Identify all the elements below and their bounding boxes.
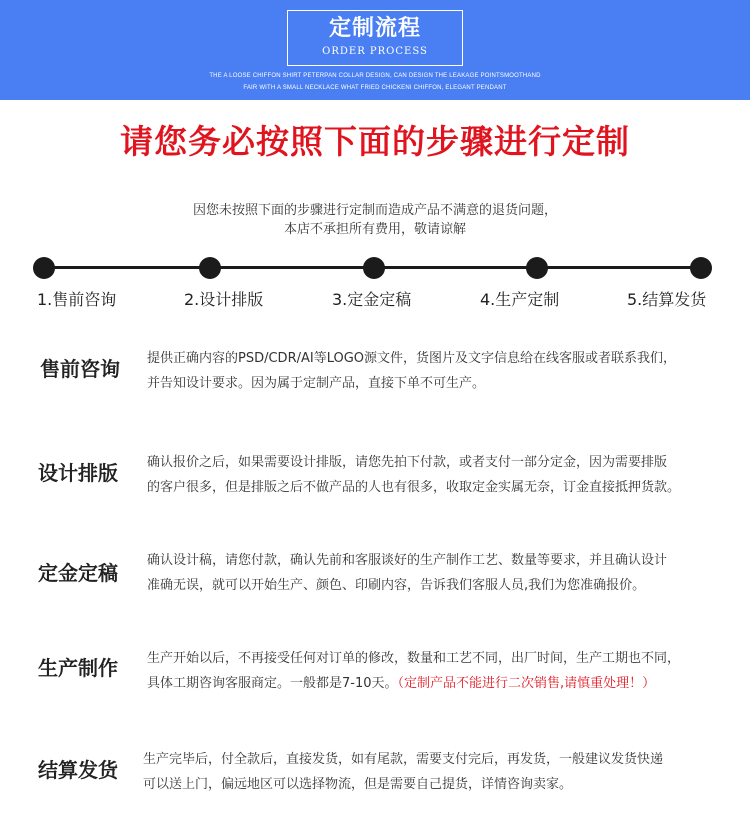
section-label-deposit: 定金定稿 [38, 561, 118, 585]
banner-tagline-1: THE A LOOSE CHIFFON SHIRT PETERPAN COLLAR DESIGN, CAN DESIGN THE LEAKAGE POINTSMOOTHAND [209, 73, 541, 79]
timeline-dot-1 [33, 257, 55, 279]
section-text-deposit-1: 确认设计稿，请您付款，确认先前和客服谈好的生产制作工艺、数量等要求，并且确认设计 [147, 553, 668, 568]
section-text-presale-2: 并告知设计要求。因为属于定制产品，直接下单不可生产。 [147, 376, 486, 391]
timeline-dot-3 [363, 257, 385, 279]
timeline-dot-2 [199, 257, 221, 279]
header-banner [0, 0, 750, 100]
notice-line-1: 因您未按照下面的步骤进行定制而造成产品不满意的退货问题， [192, 203, 557, 218]
banner-subtitle: ORDER PROCESS [322, 46, 428, 57]
section-text-design-2: 的客户很多，但是排版之后不做产品的人也有很多，收取定金实属无奈，订金直接抵押货款。 [147, 480, 681, 495]
banner-title: 定制流程 [328, 15, 421, 41]
section-label-settlement: 结算发货 [38, 758, 118, 782]
section-text-deposit-2: 准确无误，就可以开始生产、颜色、印刷内容，告诉我们客服人员,我们为您准确报价。 [147, 578, 646, 593]
section-text-production-2 [147, 671, 655, 696]
step-label-3: 3.定金定稿 [332, 290, 412, 309]
production-warning: （定制产品不能进行二次销售,请慎重处理！） [397, 676, 656, 691]
timeline-dot-5 [690, 257, 712, 279]
title-box [287, 10, 463, 66]
section-text-design-1: 确认报价之后，如果需要设计排版，请您先拍下付款，或者支付一部分定金，因为需要排版 [147, 455, 668, 470]
step-label-5: 5.结算发货 [627, 290, 707, 309]
section-text-presale-1: 提供正确内容的PSD/CDR/AI等LOGO源文件，货图片及文字信息给在线客服或者联系我们， [147, 351, 677, 366]
step-label-4: 4.生产定制 [480, 290, 560, 309]
timeline-dot-4 [526, 257, 548, 279]
section-label-production: 生产制作 [38, 656, 118, 680]
banner-tagline-2: FAIR WITH A SMALL NECKLACE WHAT FRIED CHICKENI CHIFFON, ELEGANT PENDANT [243, 85, 507, 91]
section-text-production-1: 生产开始以后，不再接受任何对订单的修改，数量和工艺不同，出厂时间，生产工期也不同， [147, 651, 681, 666]
notice-line-2: 本店不承担所有费用，敬请谅解 [283, 222, 466, 237]
section-text-settlement-1: 生产完毕后，付全款后，直接发货，如有尾款，需要支付完后，再发货，一般建议发货快递 [143, 752, 664, 767]
step-label-2: 2.设计排版 [184, 290, 264, 309]
section-text-settlement-2: 可以送上门，偏远地区可以选择物流，但是需要自己提货，详情咨询卖家。 [143, 777, 573, 792]
step-label-1: 1.售前咨询 [37, 290, 117, 309]
section-label-design: 设计排版 [38, 461, 118, 485]
main-headline: 请您务必按照下面的步骤进行定制 [120, 122, 630, 161]
production-timeline-text: 具体工期咨询客服商定。一般都是7-10天。 [147, 676, 398, 691]
section-label-presale: 售前咨询 [40, 357, 120, 381]
